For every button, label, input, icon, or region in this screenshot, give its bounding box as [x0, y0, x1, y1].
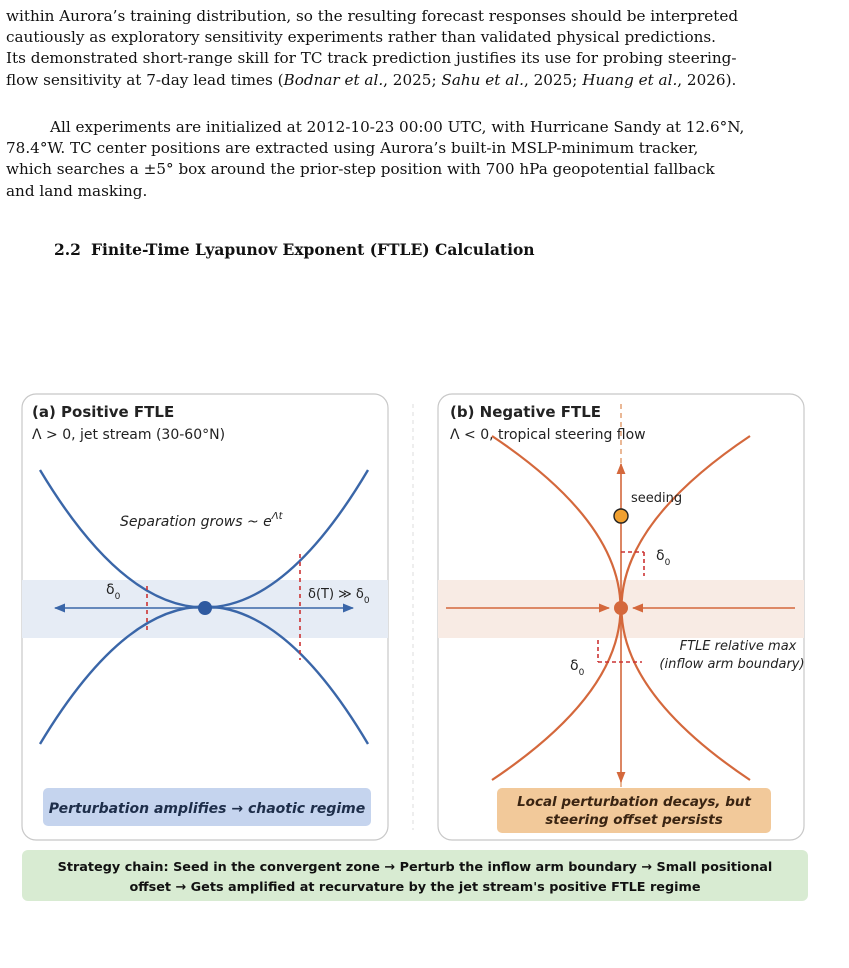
panel-b-subtitle: Λ < 0, tropical steering flow [450, 427, 646, 443]
p2-line3: which searches a ±5° box around the prior-step position with 700 hPa geopotential fallback [6, 160, 715, 179]
delta0-upper-sub: 0 [664, 558, 671, 568]
panel-b-callout-line1: Local perturbation decays, but [517, 794, 751, 810]
panel-b-title: (b) Negative FTLE [450, 403, 602, 421]
panel-a-growth-annotation [120, 511, 284, 530]
paragraph-2 [6, 117, 846, 202]
delta0-lower-sub: 0 [578, 668, 585, 678]
citation-sahu-year[interactable]: , 2025; [523, 70, 583, 89]
section-number: 2.2 [54, 240, 81, 259]
p1-line1: within Aurora’s training distribution, so the resulting forecast responses should be interpreted [6, 7, 739, 25]
p2-line2: 78.4°W. TC center positions are extracted using Aurora’s built-in MSLP-minimum tracker, [6, 139, 699, 158]
panel-b-ftle-label-2: (inflow arm boundary) [659, 657, 805, 672]
p1-line2: cautiously as exploratory sensitivity experiments rather than validated physical predictions. [6, 28, 717, 47]
delta0-upper-symbol: δ [656, 548, 665, 564]
panel-b-seeding-label: seeding [631, 491, 683, 506]
panel-b-ftle-label-1: FTLE relative max [679, 639, 797, 654]
deltaT-sub: 0 [363, 596, 370, 606]
growth-exponent: Λt [271, 511, 283, 522]
panel-b-seeding-point [614, 509, 628, 523]
panel-a-title: (a) Positive FTLE [32, 403, 175, 421]
p1-line3: Its demonstrated short-range skill for TC track prediction justifies its use for probing steering- [6, 49, 737, 68]
section-heading [54, 240, 535, 259]
strategy-line-2: offset → Gets amplified at recurvature by the jet stream's positive FTLE regime [129, 880, 701, 895]
panel-b [438, 394, 805, 840]
citation-bodnar-year[interactable]: , 2025; [383, 70, 442, 89]
delta0-lower-symbol: δ [570, 658, 579, 674]
paragraph-1 [6, 6, 846, 91]
panel-a-center-point [198, 601, 212, 615]
delta0-sub: 0 [114, 592, 121, 602]
section-title: Finite-Time Lyapunov Exponent (FTLE) Calculation [90, 240, 535, 259]
citation-huang-year[interactable]: , 2026). [677, 70, 737, 89]
ftle-figure [0, 390, 849, 910]
delta0-symbol: δ [106, 582, 115, 598]
p2-line4: and land masking. [6, 181, 148, 200]
strategy-line-1: Strategy chain: Seed in the convergent zone → Perturb the inflow arm boundary → Small positional [57, 860, 773, 875]
citation-huang[interactable]: Huang et al. [582, 70, 678, 89]
panel-a [22, 394, 388, 840]
p2-line1: All experiments are initialized at 2012-10-23 00:00 UTC, with Hurricane Sandy at 12.6°N, [50, 118, 745, 136]
deltaT-text: δ(T) ≫ δ [308, 587, 364, 602]
growth-text: Separation grows ~ e [120, 514, 272, 530]
panel-a-callout: Perturbation amplifies → chaotic regime [48, 801, 366, 817]
panel-b-callout-line2: steering offset persists [545, 812, 723, 828]
citation-bodnar[interactable]: Bodnar et al. [283, 70, 384, 89]
p1-line4-pre: flow sensitivity at 7-day lead times ( [6, 70, 284, 89]
strategy-chain [22, 850, 808, 901]
panel-a-subtitle: Λ > 0, jet stream (30-60°N) [32, 427, 226, 443]
panel-b-center-point [614, 601, 628, 615]
citation-sahu[interactable]: Sahu et al. [441, 70, 524, 89]
